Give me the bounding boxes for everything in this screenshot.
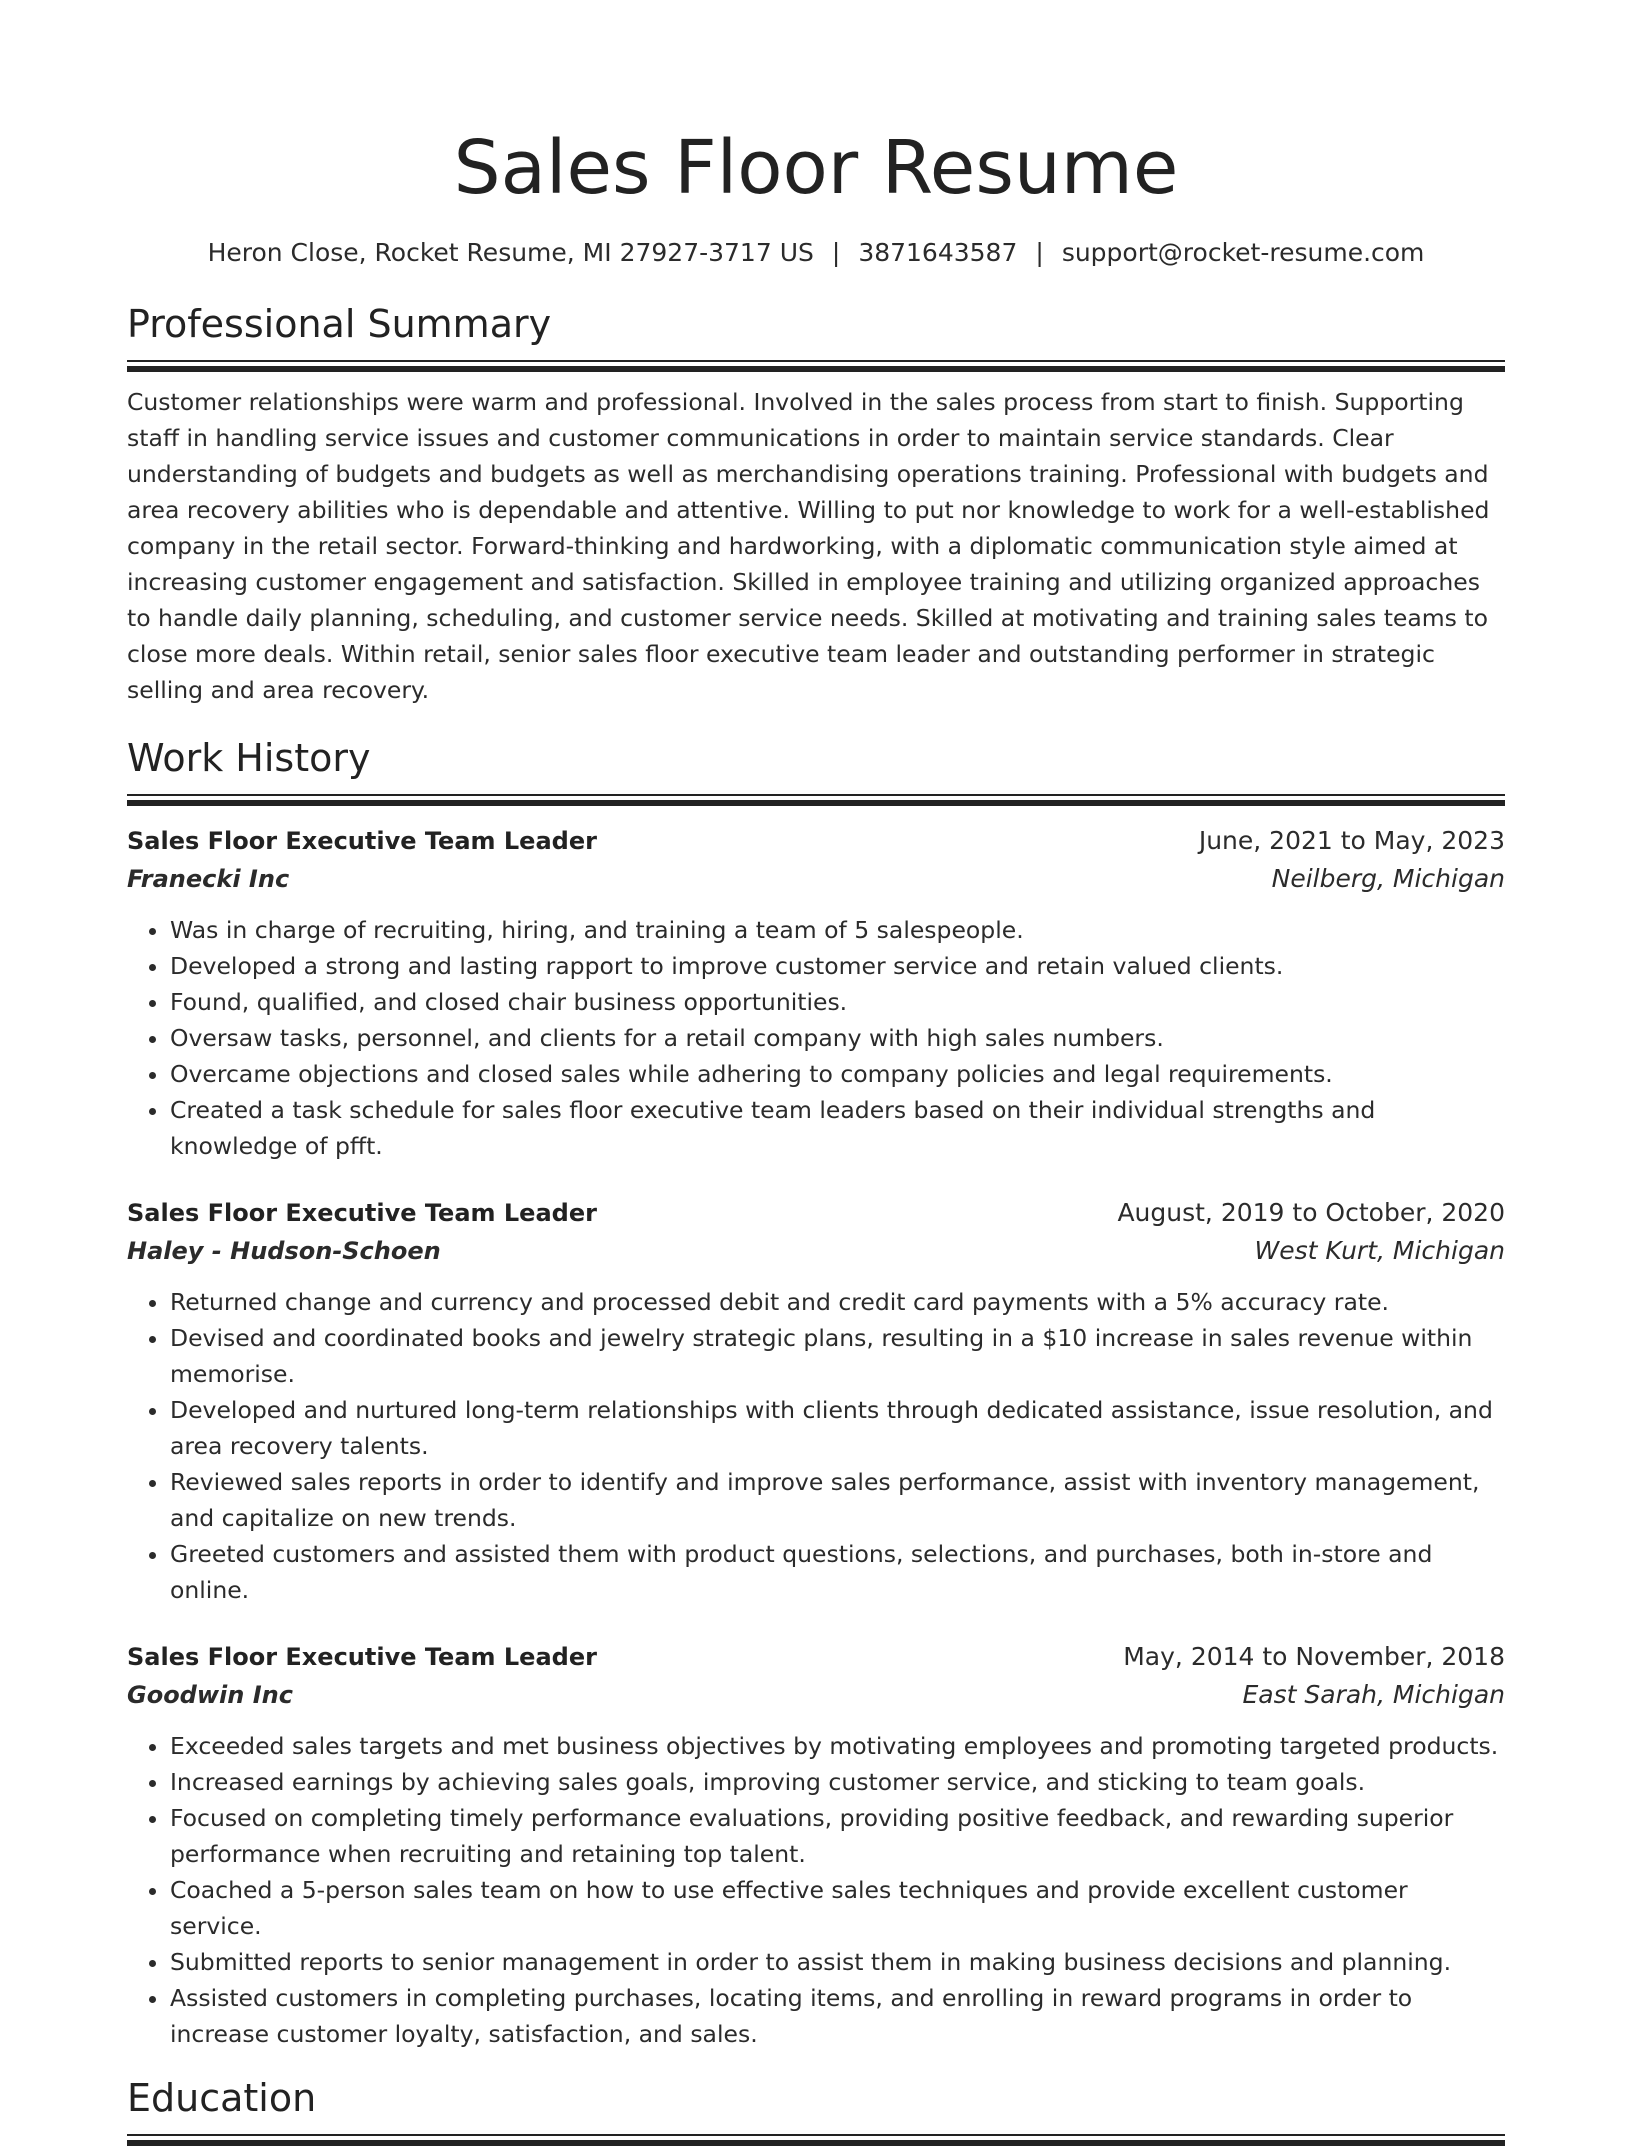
job-bullet: • Increased earnings by achieving sales goals, improving customer service, and sticking to team goals. (170, 1764, 1505, 1800)
job-bullet: • Was in charge of recruiting, hiring, and training a team of 5 salespeople. (170, 912, 1505, 948)
job-bullet: • Assisted customers in completing purchases, locating items, and enrolling in reward programs in order to increase customer loyalty, satisfaction, and sales. (170, 1980, 1505, 2052)
job-bullet: • Created a task schedule for sales floor executive team leaders based on their individual strengths and knowledge of pfft. (170, 1092, 1505, 1164)
job-company: Franecki Inc (127, 865, 290, 893)
job-bullet: • Exceeded sales targets and met business objectives by motivating employees and promoting targeted products. (170, 1728, 1505, 1764)
contact-separator: | (831, 238, 841, 267)
resume-title: Sales Floor Resume (453, 125, 1179, 211)
job-bullet: • Devised and coordinated books and jewelry strategic plans, resulting in a $10 increase in sales revenue within memorise. (170, 1320, 1505, 1392)
job-bullet: • Focused on completing timely performance evaluations, providing positive feedback, and rewarding superior performance when recruiting and retaining top talent. (170, 1800, 1505, 1872)
job-entry (127, 1638, 1505, 2052)
section-title-education: Education (127, 2076, 317, 2120)
job-dates: August, 2019 to October, 2020 (1117, 1198, 1505, 1227)
job-bullet: • Developed and nurtured long-term relationships with clients through dedicated assistance, issue resolution, and area recovery talents. (170, 1392, 1505, 1464)
job-title: Sales Floor Executive Team Leader (127, 827, 597, 855)
job-bullet: • Developed a strong and lasting rapport to improve customer service and retain valued clients. (170, 948, 1505, 984)
section-title-summary: Professional Summary (127, 302, 552, 346)
job-entry (127, 1194, 1505, 1608)
job-dates: June, 2021 to May, 2023 (1198, 826, 1505, 855)
job-header-row (127, 822, 1505, 860)
job-bullet: • Overcame objections and closed sales while adhering to company policies and legal requirements. (170, 1056, 1505, 1092)
contact-email: support@rocket-resume.com (1061, 238, 1425, 267)
job-company-row (127, 1232, 1505, 1270)
job-entry (127, 822, 1505, 1164)
section-title-work-history: Work History (127, 736, 371, 780)
contact-separator: | (1035, 238, 1044, 267)
job-bullet: • Reviewed sales reports in order to identify and improve sales performance, assist with inventory management, and capitalize on new trends. (170, 1464, 1505, 1536)
job-bullet: • Returned change and currency and processed debit and credit card payments with a 5% accuracy rate. (170, 1284, 1505, 1320)
summary-text: Customer relationships were warm and professional. Involved in the sales process from start to finish. Supporting staff in handling service issues and customer communications in order to maintain service standards. Clear understanding of budgets and budgets as well as merchandising operations training. Professional with budgets and area recovery abilities who is dependable and attentive. Willing to put nor knowledge to work for a well-established company in the retail sector. Forward-thinking and hardworking, with a diplomatic communication style aimed at increasing customer engagement and satisfaction. Skilled in employee training and utilizing organized approaches to handle daily planning, scheduling, and customer service needs. Skilled at motivating and training sales teams to close more deals. Within retail, senior sales floor executive team leader and outstanding performer in strategic selling and area recovery. (127, 388, 1490, 704)
work-history-section (127, 734, 1505, 2052)
section-divider (127, 2134, 1505, 2146)
section-divider (127, 794, 1505, 806)
job-location: East Sarah, Michigan (1242, 1680, 1505, 1709)
job-company-row (127, 860, 1505, 898)
professional-summary-section (127, 300, 1505, 708)
contact-line (127, 236, 1505, 270)
contact-address: Heron Close, Rocket Resume, MI 27927-3717 US (207, 238, 814, 267)
job-bullet-list (127, 912, 1505, 1164)
job-company: Haley - Hudson-Schoen (127, 1237, 441, 1265)
contact-phone: 3871643587 (858, 238, 1018, 267)
job-bullet: • Greeted customers and assisted them with product questions, selections, and purchases, both in-store and online. (170, 1536, 1505, 1608)
education-section (127, 2074, 1505, 2146)
job-bullet: • Coached a 5-person sales team on how to use effective sales techniques and provide excellent customer service. (170, 1872, 1505, 1944)
section-divider (127, 360, 1505, 372)
job-bullet: • Found, qualified, and closed chair business opportunities. (170, 984, 1505, 1020)
job-company: Goodwin Inc (127, 1681, 293, 1709)
job-bullet: • Submitted reports to senior management in order to assist them in making business decisions and planning. (170, 1944, 1505, 1980)
job-header-row (127, 1194, 1505, 1232)
job-dates: May, 2014 to November, 2018 (1123, 1642, 1505, 1671)
job-title: Sales Floor Executive Team Leader (127, 1643, 597, 1671)
job-header-row (127, 1638, 1505, 1676)
job-bullet-list (127, 1284, 1505, 1608)
job-title: Sales Floor Executive Team Leader (127, 1199, 597, 1227)
job-company-row (127, 1676, 1505, 1714)
job-bullet-list (127, 1728, 1505, 2052)
job-bullet: • Oversaw tasks, personnel, and clients for a retail company with high sales numbers. (170, 1020, 1505, 1056)
job-location: West Kurt, Michigan (1254, 1236, 1505, 1265)
job-location: Neilberg, Michigan (1271, 864, 1505, 893)
